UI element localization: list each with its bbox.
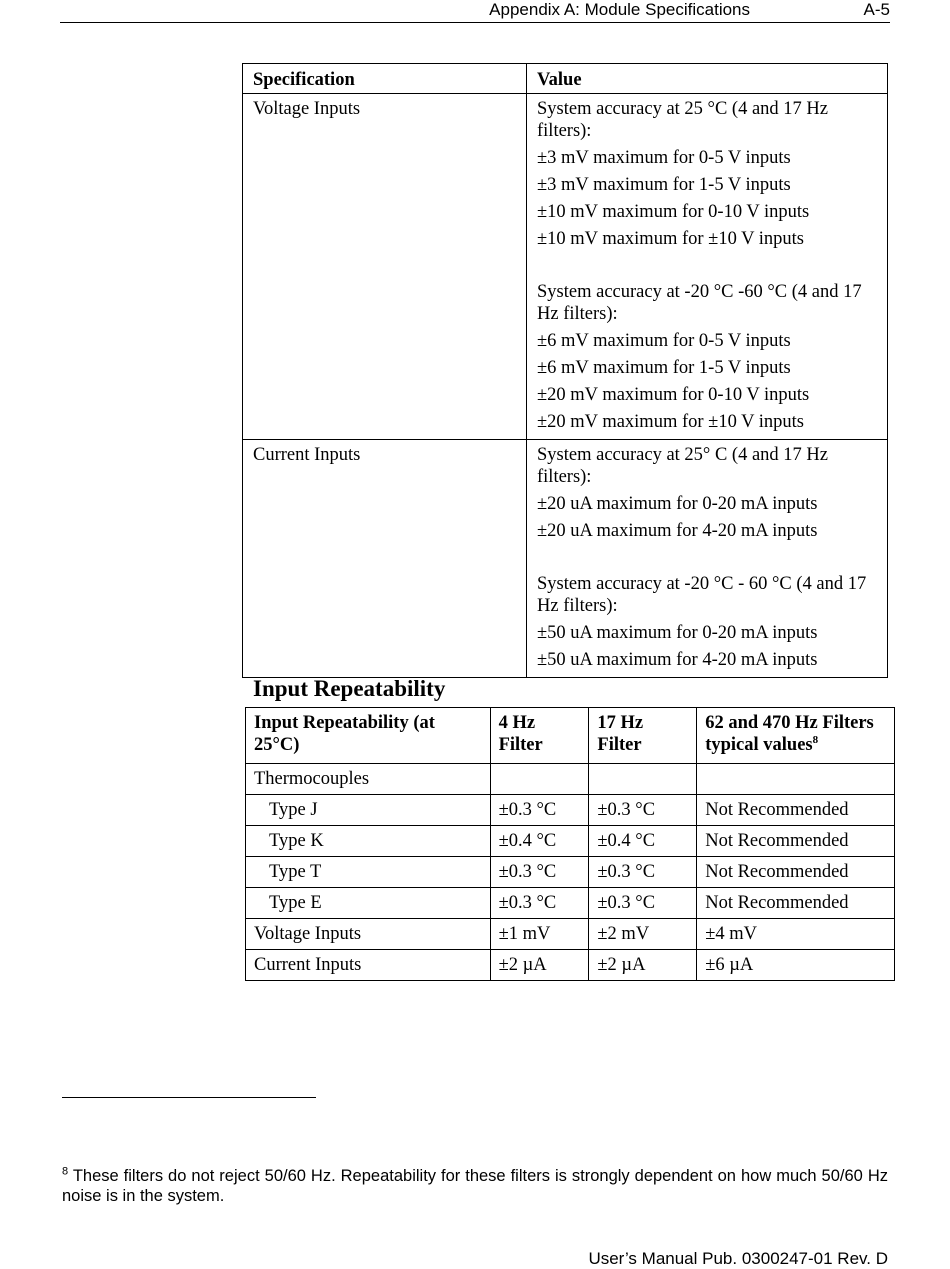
col-header-62-470hz-label: 62 and 470 Hz Filters typical values [705, 713, 874, 755]
page-number: A-5 [863, 0, 890, 19]
cell-62hz: Not Recommended [697, 888, 895, 919]
value-line: ±10 mV maximum for 0-10 V inputs [537, 202, 810, 222]
table-row [246, 795, 895, 826]
value-line: ±6 mV maximum for 0-5 V inputs [537, 331, 791, 351]
table-row [246, 857, 895, 888]
col-header-specification: Specification [243, 64, 527, 94]
group-label-thermocouples: Thermocouples [246, 764, 491, 795]
col-header-value: Value [527, 64, 888, 94]
spec-label-voltage: Voltage Inputs [243, 94, 527, 440]
page-footer: User’s Manual Pub. 0300247-01 Rev. D [588, 1249, 888, 1268]
table-row [246, 764, 895, 795]
col-header-4hz: 4 Hz Filter [490, 708, 589, 764]
value-line: ±20 mV maximum for 0-10 V inputs [537, 385, 810, 405]
footnote-ref: 8 [812, 733, 819, 746]
spec-value-current [527, 440, 888, 678]
cell-4hz: ±0.3 °C [490, 857, 589, 888]
spec-table [242, 63, 888, 678]
row-label: Type K [246, 826, 491, 857]
footnote-mark: 8 [62, 1165, 69, 1178]
col-header-62-470hz [697, 708, 895, 764]
col-header-input: Input Repeatability (at 25°C) [246, 708, 491, 764]
cell-17hz: ±2 µA [589, 950, 697, 981]
repeatability-table [245, 707, 895, 981]
footnote [62, 1166, 888, 1206]
value-line: ±10 mV maximum for ±10 V inputs [537, 229, 804, 249]
cell-17hz: ±0.4 °C [589, 826, 697, 857]
value-line: ±20 uA maximum for 4-20 mA inputs [537, 521, 818, 541]
section-heading-input-repeatability: Input Repeatability [253, 676, 446, 701]
value-line: ±20 uA maximum for 0-20 mA inputs [537, 494, 818, 514]
cell-4hz: ±0.3 °C [490, 888, 589, 919]
repeatability-header-row [246, 708, 895, 764]
cell-4hz: ±0.3 °C [490, 795, 589, 826]
spec-header-row [243, 64, 888, 94]
row-label: Voltage Inputs [246, 919, 491, 950]
row-label: Type E [246, 888, 491, 919]
value-line: System accuracy at 25 °C (4 and 17 Hz filters): [537, 99, 828, 141]
cell-17hz: ±0.3 °C [589, 888, 697, 919]
cell-17hz: ±2 mV [589, 919, 697, 950]
row-label: Type T [246, 857, 491, 888]
spec-row-voltage [243, 94, 888, 440]
page-header [60, 0, 890, 23]
spec-label-current: Current Inputs [243, 440, 527, 678]
table-row [246, 888, 895, 919]
value-line: System accuracy at 25° C (4 and 17 Hz filters): [537, 445, 828, 487]
table-row [246, 950, 895, 981]
cell-17hz: ±0.3 °C [589, 795, 697, 826]
spec-value-voltage [527, 94, 888, 440]
col-header-17hz: 17 Hz Filter [589, 708, 697, 764]
footnote-divider [62, 1097, 316, 1098]
value-line: ±50 uA maximum for 4-20 mA inputs [537, 650, 818, 670]
footnote-text: These filters do not reject 50/60 Hz. Repeatability for these filters is strongly dependent on how much 50/60 Hz noise is in the system. [62, 1167, 888, 1205]
row-label: Current Inputs [246, 950, 491, 981]
cell-62hz: Not Recommended [697, 826, 895, 857]
spec-row-current [243, 440, 888, 678]
cell-4hz: ±0.4 °C [490, 826, 589, 857]
value-line: ±50 uA maximum for 0-20 mA inputs [537, 623, 818, 643]
value-line: ±20 mV maximum for ±10 V inputs [537, 412, 804, 432]
value-line: ±3 mV maximum for 1-5 V inputs [537, 175, 791, 195]
header-title: Appendix A: Module Specifications [489, 0, 750, 19]
cell-62hz: ±6 µA [697, 950, 895, 981]
value-line: System accuracy at -20 °C -60 °C (4 and 17 Hz filters): [537, 282, 862, 324]
row-label: Type J [246, 795, 491, 826]
cell-4hz: ±2 µA [490, 950, 589, 981]
cell-62hz: Not Recommended [697, 857, 895, 888]
table-row [246, 826, 895, 857]
cell-17hz: ±0.3 °C [589, 857, 697, 888]
value-line: ±6 mV maximum for 1-5 V inputs [537, 358, 791, 378]
cell-62hz: Not Recommended [697, 795, 895, 826]
cell-4hz: ±1 mV [490, 919, 589, 950]
table-row [246, 919, 895, 950]
value-line: ±3 mV maximum for 0-5 V inputs [537, 148, 791, 168]
cell-62hz: ±4 mV [697, 919, 895, 950]
value-line: System accuracy at -20 °C - 60 °C (4 and 17 Hz filters): [537, 574, 867, 616]
